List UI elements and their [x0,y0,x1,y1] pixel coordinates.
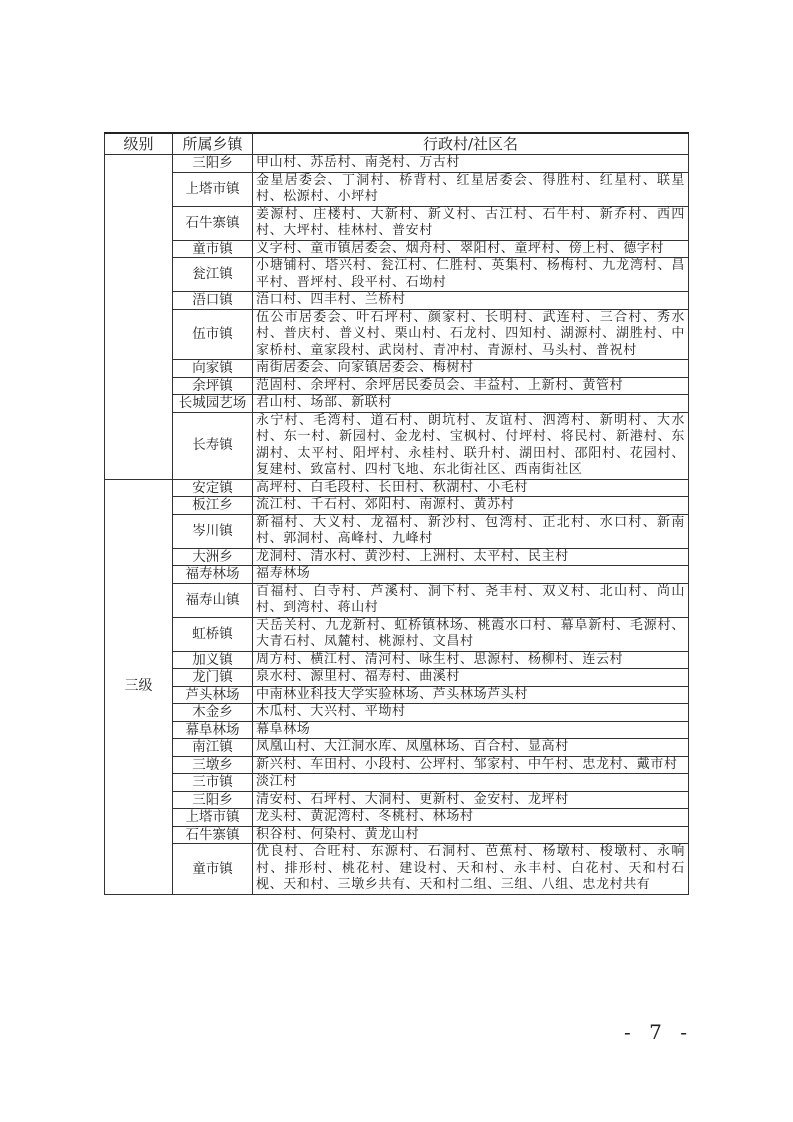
villages-cell: 姜源村、庄楼村、大新村、新义村、古江村、石牛村、新乔村、西四村、大坪村、桂林村、普安村 [253,206,689,240]
header-villages: 行政村/社区名 [253,133,689,155]
villages-cell: 流江村、千石村、郊阳村、南源村、黄苏村 [253,497,689,515]
town-cell: 福寿山镇 [173,583,253,617]
villages-cell: 范固村、余坪村、余坪居民委员会、丰益村、上新村、黄管村 [253,377,689,395]
town-cell: 板江乡 [173,497,253,515]
villages-cell: 浯口村、四丰村、兰桥村 [253,292,689,310]
town-cell: 三阳乡 [173,791,253,809]
villages-cell: 百福村、白寺村、芦溪村、洞下村、尧丰村、双义村、北山村、尚山村、到湾村、蒋山村 [253,583,689,617]
town-cell: 向家镇 [173,360,253,378]
town-cell: 浯口镇 [173,292,253,310]
table-row [105,395,689,413]
town-cell: 上塔市镇 [173,172,253,206]
villages-cell: 义字村、童市镇居委会、烟舟村、翠阳村、童坪村、傍上村、德字村 [253,240,689,258]
town-cell: 石牛寨镇 [173,826,253,844]
villages-cell: 淡江村 [253,774,689,792]
villages-cell: 永宁村、毛湾村、道石村、朗坑村、友谊村、泗湾村、新明村、大水村、东一村、新园村、金龙村、宝枫村、付坪村、将民村、新港村、东湖村、太平村、阳坪村、永桂村、联升村、湖田村、邵阳村、花园村、复建村、致富村、四村飞地、东北街社区、西南街社区 [253,412,689,479]
villages-cell: 高坪村、白毛段村、长田村、秋湖村、小毛村 [253,479,689,497]
table-row [105,206,689,240]
table-row [105,155,689,173]
table-row [105,258,689,292]
table-row [105,651,689,669]
town-cell: 幕阜林场 [173,721,253,739]
header-level: 级别 [105,133,173,155]
villages-cell: 新福村、大义村、龙福村、新沙村、包湾村、正北村、水口村、新南村、郭洞村、高峰村、九峰村 [253,514,689,548]
villages-cell: 清安村、石坪村、大洞村、更新村、金安村、龙坪村 [253,791,689,809]
town-cell: 福寿林场 [173,566,253,584]
town-cell: 上塔市镇 [173,809,253,827]
villages-cell: 甲山村、苏岳村、南尧村、万古村 [253,155,689,173]
town-cell: 南江镇 [173,739,253,757]
villages-cell: 周方村、横江村、清河村、咏生村、思源村、杨柳村、连云村 [253,651,689,669]
table-row [105,514,689,548]
table-row [105,809,689,827]
villages-cell: 凤凰山村、大江洞水库、凤凰林场、百合村、显高村 [253,739,689,757]
table-row [105,844,689,895]
villages-cell: 天岳关村、九龙新村、虹桥镇林场、桃霞水口村、幕阜新村、毛源村、大青石村、凤麓村、桃源村、文昌村 [253,617,689,651]
town-cell: 长寿镇 [173,412,253,479]
town-cell: 余坪镇 [173,377,253,395]
town-cell: 岑川镇 [173,514,253,548]
villages-cell: 优良村、合旺村、东源村、石洞村、芭蕉村、杨墩村、梭墩村、永响村、排形村、桃花村、建设村、天和村、永丰村、白花村、天和村石枧、天和村、三墩乡共有、天和村二组、三组、八组、忠龙村共有 [253,844,689,895]
town-cell: 木金乡 [173,704,253,722]
table-header-row [105,133,689,155]
villages-cell: 君山村、场部、新联村 [253,395,689,413]
villages-cell: 福寿林场 [253,566,689,584]
villages-cell: 金星居委会、丁洞村、桥背村、红星居委会、得胜村、红星村、联星村、松源村、小坪村 [253,172,689,206]
town-cell: 加义镇 [173,651,253,669]
town-cell: 童市镇 [173,844,253,895]
table-body [105,155,689,895]
table-row [105,583,689,617]
town-cell: 三市镇 [173,774,253,792]
table-row [105,479,689,497]
villages-cell: 幕阜林场 [253,721,689,739]
town-cell: 石牛寨镇 [173,206,253,240]
table-row [105,172,689,206]
town-cell: 龙门镇 [173,669,253,687]
village-table [104,132,689,895]
level-cell: 三级 [105,479,173,894]
header-town: 所属乡镇 [173,133,253,155]
villages-cell: 小塘铺村、塔兴村、瓮江村、仁胜村、英集村、杨梅村、九龙湾村、昌平村、晋坪村、段平村、石坳村 [253,258,689,292]
town-cell: 伍市镇 [173,309,253,360]
page-number: - 7 - [624,1020,693,1044]
table-row [105,669,689,687]
table-row [105,739,689,757]
table-row [105,377,689,395]
villages-cell: 南街居委会、向家镇居委会、梅树村 [253,360,689,378]
town-cell: 瓮江镇 [173,258,253,292]
table-row [105,360,689,378]
table-row [105,292,689,310]
table-row [105,721,689,739]
town-cell: 童市镇 [173,240,253,258]
villages-cell: 龙洞村、清水村、黄沙村、上洲村、太平村、民主村 [253,548,689,566]
table-row [105,704,689,722]
town-cell: 三阳乡 [173,155,253,173]
level-cell [105,155,173,480]
villages-cell: 新兴村、车田村、小段村、公坪村、邹家村、中午村、忠龙村、戴市村 [253,756,689,774]
table-row [105,548,689,566]
table-row [105,686,689,704]
villages-cell: 伍公市居委会、叶石坪村、颜家村、长明村、武连村、三合村、秀水村、普庆村、普义村、栗山村、石龙村、四知村、湖源村、湖胜村、中家桥村、童家段村、武岗村、青冲村、青源村、马头村、普祝村 [253,309,689,360]
villages-cell: 龙头村、黄泥湾村、冬桃村、林场村 [253,809,689,827]
villages-cell: 泉水村、源里村、福寿村、曲溪村 [253,669,689,687]
table-row [105,566,689,584]
town-cell: 长城园艺场 [173,395,253,413]
table-row [105,791,689,809]
town-cell: 三墩乡 [173,756,253,774]
villages-cell: 中南林业科技大学实验林场、芦头林场芦头村 [253,686,689,704]
village-table-container [104,132,688,895]
villages-cell: 积谷村、何染村、黄龙山村 [253,826,689,844]
table-row [105,774,689,792]
villages-cell: 木瓜村、大兴村、平坳村 [253,704,689,722]
town-cell: 大洲乡 [173,548,253,566]
table-row [105,756,689,774]
town-cell: 安定镇 [173,479,253,497]
table-row [105,826,689,844]
table-row [105,412,689,479]
table-row [105,617,689,651]
table-row [105,309,689,360]
town-cell: 虹桥镇 [173,617,253,651]
table-row [105,497,689,515]
town-cell: 芦头林场 [173,686,253,704]
table-row [105,240,689,258]
